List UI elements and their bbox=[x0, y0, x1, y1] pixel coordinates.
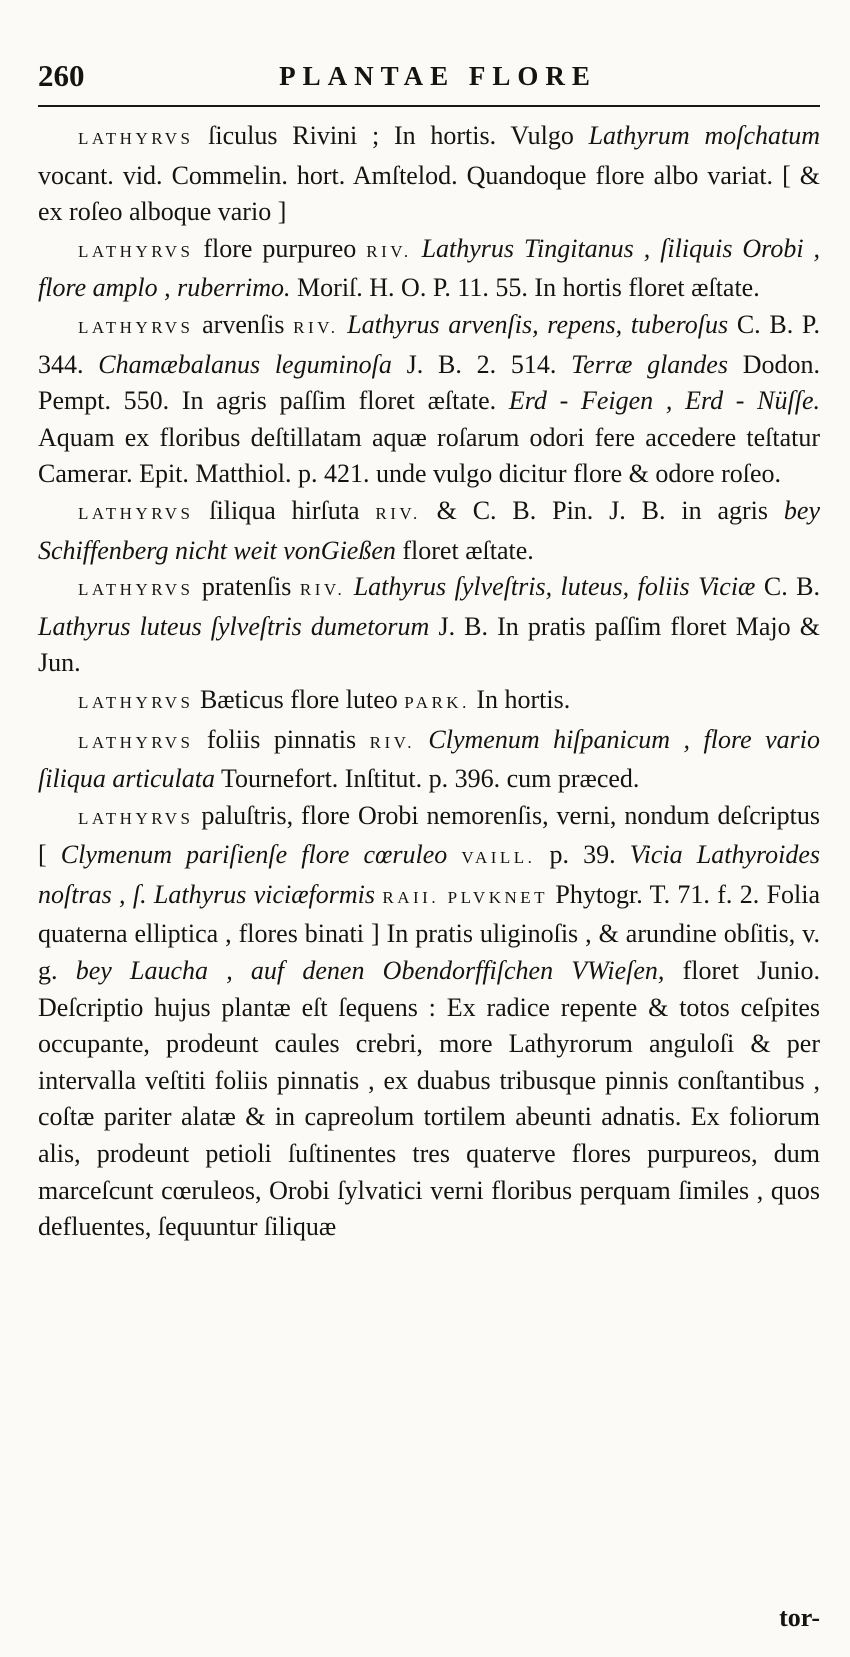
italic-phrase: bey Schiffenberg nicht weit vonGießen bbox=[38, 495, 820, 565]
lathyrus-entry bbox=[38, 798, 820, 1246]
text-run: Aquam ex floribus deſtillatam aquæ roſarum odori fere accedere teſtatur Camerar. Epit. Matthiol. p. 421. unde vulgo dicitur flore & odore roſeo. bbox=[38, 422, 820, 489]
text-run: floret æſtate. bbox=[395, 535, 534, 565]
small-caps-term: RIV. bbox=[375, 503, 421, 523]
text-run: pratenſis bbox=[193, 572, 300, 602]
catchword: tor- bbox=[779, 1603, 820, 1632]
small-caps-term: PARK. bbox=[404, 692, 470, 712]
small-caps-term: VAILL. bbox=[461, 848, 536, 868]
italic-phrase: Lathyrus ſylveſtris, luteus, foliis Viciæ bbox=[353, 572, 756, 602]
italic-phrase: Vicia Lathyroides noſtras , ſ. Lathyrus viciæformis bbox=[38, 840, 821, 909]
italic-phrase: Erd - Feigen , Erd - Nüſſe. bbox=[508, 386, 820, 416]
small-caps-term: LATHYRVS bbox=[78, 692, 194, 712]
lathyrus-entry bbox=[38, 493, 820, 569]
italic-phrase: Clymenum hiſpanicum , flore vario ſiliqua articulata bbox=[38, 724, 820, 794]
italic-phrase: Lathyrus luteus ſylveſtris dumetorum bbox=[38, 611, 430, 641]
small-caps-term: LATHYRVS bbox=[78, 503, 194, 523]
text-run: ſiculus Rivini ; In hortis. Vulgo bbox=[193, 121, 589, 150]
text-run: ſiliqua hirſuta bbox=[193, 495, 376, 525]
text-run: Phytogr. T. 71. f. 2. Folia quaterna elliptica , flores binati ] In pratis uliginoſis , & arundine obſitis, v. g. bbox=[38, 879, 821, 986]
italic-phrase: Terræ glandes bbox=[571, 349, 728, 379]
page-header bbox=[38, 56, 818, 96]
text-run: Bæticus flore luteo bbox=[193, 684, 405, 714]
header-rule bbox=[38, 105, 820, 107]
text-run bbox=[338, 310, 347, 339]
italic-phrase: bey Laucha , auf denen Obendorffiſchen VWieſen, bbox=[75, 956, 665, 986]
lathyrus-entry bbox=[38, 118, 820, 231]
text-run: C. B. P. 344. bbox=[38, 309, 820, 379]
text-run bbox=[447, 840, 461, 869]
lathyrus-entry bbox=[38, 569, 820, 682]
small-caps-term: RAII. PLVKNET bbox=[382, 887, 549, 907]
text-run bbox=[415, 725, 428, 754]
text-run: floret Junio. Deſcriptio hujus plantæ eſt ſequens : Ex radice repente & totos ceſpites occupante, prodeunt caules crebri, more Lathyrorum anguloſi & per intervalla veſtiti foliis pinnatis , ex duabus tribusque pinnis conſtantibus , coſtæ pariter alatæ & in capreolum tortilem abeunti adnatis. Ex foliorum alis, prodeunt petioli ſuſtinentes tres quaterve flores purpureos, dum marceſcunt cœruleos, Orobi ſylvatici verni floribus perquam ſimiles , quos defluentes, ſequuntur ſiliquæ bbox=[38, 956, 820, 1242]
text-run: In hortis. bbox=[469, 684, 571, 714]
small-caps-term: RIV. bbox=[293, 317, 339, 337]
small-caps-term: RIV. bbox=[366, 241, 412, 261]
text-run: vocant. vid. Commelin. hort. Amſtelod. Quandoque flore albo variat. [ & ex roſeo alboque vario ] bbox=[38, 160, 820, 227]
italic-phrase: Lathyrus arvenſis, repens, tuberoſus bbox=[347, 309, 729, 339]
italic-phrase: Lathyrum moſchatum bbox=[588, 121, 820, 150]
small-caps-term: LATHYRVS bbox=[78, 317, 194, 337]
text-run: arvenſis bbox=[193, 309, 294, 339]
text-run: Dodon. Pempt. 550. In agris paſſim floret æſtate. bbox=[38, 349, 820, 416]
small-caps-term: RIV. bbox=[369, 732, 415, 752]
italic-phrase: Lathyrus Tingitanus , ſiliquis Orobi , flore amplo , ruberrimo. bbox=[38, 233, 821, 303]
lathyrus-entry bbox=[38, 307, 820, 493]
text-run: C. B. bbox=[755, 572, 820, 602]
small-caps-term: LATHYRVS bbox=[78, 808, 194, 828]
text-run: p. 39. bbox=[535, 840, 630, 870]
text-run: paluſtris, flore Orobi nemorenſis, verni, nondum deſcriptus [ bbox=[38, 800, 820, 870]
lathyrus-entry bbox=[38, 682, 820, 722]
italic-phrase: Chamæbalanus leguminoſa bbox=[98, 349, 392, 379]
text-run: Moriſ. H. O. P. 11. 55. In hortis floret æſtate. bbox=[290, 273, 760, 303]
lathyrus-entry bbox=[38, 722, 820, 798]
small-caps-term: RIV. bbox=[299, 580, 346, 600]
text-run: Tournefort. Inſtitut. p. 396. cum præced. bbox=[214, 764, 640, 794]
small-caps-term: LATHYRVS bbox=[78, 732, 194, 752]
lathyrus-entry bbox=[38, 231, 820, 307]
page-number: 260 bbox=[38, 58, 85, 93]
text-run bbox=[345, 572, 353, 601]
text-run: & C. B. Pin. J. B. in agris bbox=[420, 495, 784, 525]
text-run: foliis pinnatis bbox=[193, 724, 370, 754]
italic-phrase: Clymenum pariſienſe flore cœruleo bbox=[60, 840, 448, 870]
text-run: J. B. 2. 514. bbox=[391, 349, 572, 379]
small-caps-term: LATHYRVS bbox=[78, 129, 194, 148]
running-title: PLANTAE FLORE bbox=[279, 61, 597, 91]
small-caps-term: LATHYRVS bbox=[78, 241, 194, 261]
text-run: flore purpureo bbox=[193, 233, 367, 263]
text-run: J. B. In pratis paſſim floret Majo & Jun. bbox=[38, 611, 820, 678]
text-body bbox=[38, 118, 820, 1246]
text-run bbox=[412, 234, 422, 263]
small-caps-term: LATHYRVS bbox=[78, 580, 194, 600]
